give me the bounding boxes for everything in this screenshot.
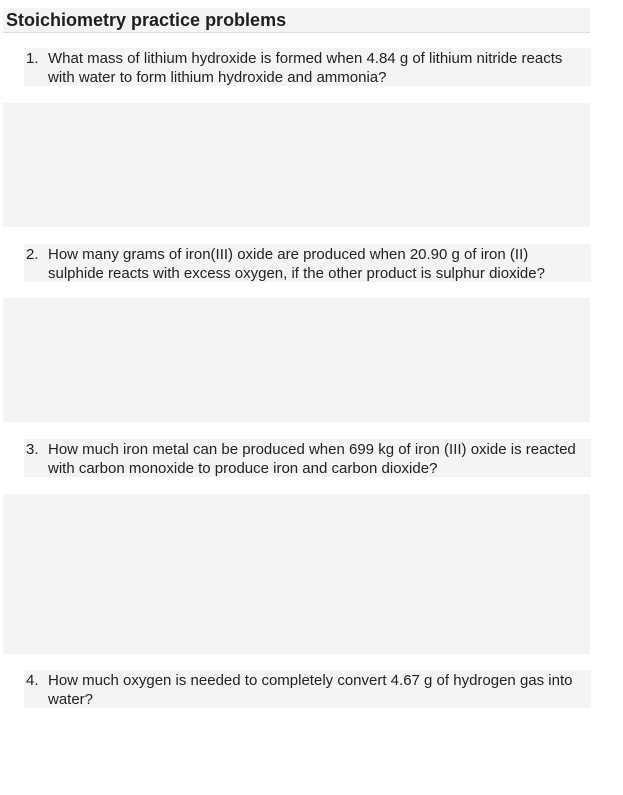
question-number: 1.	[26, 50, 39, 67]
page-title: Stoichiometry practice problems	[6, 10, 287, 30]
question-number: 2.	[26, 246, 39, 263]
question-2	[24, 244, 591, 282]
answer-space-1[interactable]	[3, 103, 590, 227]
question-number: 4.	[26, 672, 39, 689]
question-1	[24, 48, 591, 86]
question-text: How many grams of iron(III) oxide are produced when 20.90 g of iron (II) sulphide reacts with excess oxygen, if the other product is sulphur dioxide?	[48, 246, 545, 282]
question-number: 3.	[26, 441, 39, 458]
answer-space-2[interactable]	[3, 298, 590, 422]
page-title-bar	[3, 8, 590, 33]
answer-space-3[interactable]	[3, 494, 590, 654]
question-4	[24, 670, 591, 708]
question-3	[24, 439, 591, 477]
question-text: How much iron metal can be produced when 699 kg of iron (III) oxide is reacted with carbon monoxide to produce iron and carbon dioxide?	[48, 441, 576, 477]
question-text: How much oxygen is needed to completely convert 4.67 g of hydrogen gas into water?	[48, 672, 573, 708]
question-text: What mass of lithium hydroxide is formed when 4.84 g of lithium nitride reacts with water to form lithium hydroxide and ammonia?	[48, 50, 563, 86]
